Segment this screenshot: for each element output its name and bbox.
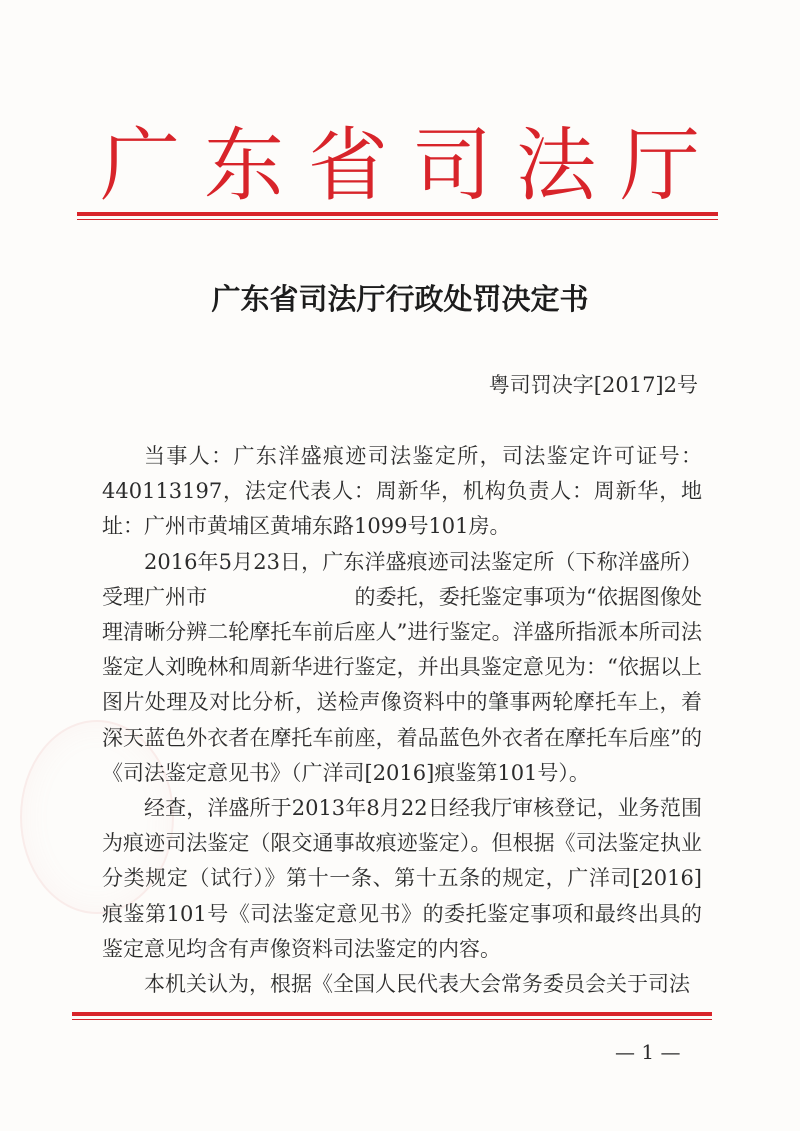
letterhead-org-name: 广东省司法厅 xyxy=(100,119,724,212)
letterhead-rule-thick xyxy=(77,212,718,216)
paragraph-parties: 当事人：广东洋盛痕迹司法鉴定所，司法鉴定许可证号：440113197，法定代表人：周新华，机构负责人：周新华，地址：广州市黄埔区黄埔东路1099号101房。 xyxy=(102,444,702,539)
paragraph-facts: 2016年5月23日，广东洋盛痕迹司法鉴定所（下称洋盛所）受理广州市 的委托，委托鉴定事项为“依据图像处理清晰分辨二轮摩托车前后座人”进行鉴定。洋盛所指派本所司法鉴定人刘晚林和周新华进行鉴定，并出具鉴定意见为：“依据以上图片处理及对比分析，送检声像资料中的肇事两轮摩托车上，着深天蓝色外衣者在摩托车前座，着品蓝色外衣者在摩托车后座”的《司法鉴定意见书》（广洋司[2016]痕鉴第101号）。 xyxy=(102,549,702,785)
footer-rule-thick xyxy=(72,1012,712,1016)
document-number: 粤司罚决字[2017]2号 xyxy=(488,373,698,397)
document-body xyxy=(102,439,702,1002)
paragraph-investigation: 经查，洋盛所于2013年8月22日经我厅审核登记，业务范围为痕迹司法鉴定（限交通事故痕迹鉴定）。但根据《司法鉴定执业分类规定（试行）》第十一条、第十五条的规定，广洋司[2016]痕鉴第101号《司法鉴定意见书》的委托鉴定事项和最终出具的鉴定意见均含有声像资料司法鉴定的内容。 xyxy=(102,796,702,961)
letterhead-rule-thin xyxy=(77,219,718,220)
footer-rule-thin xyxy=(72,1019,712,1020)
document-title: 广东省司法厅行政处罚决定书 xyxy=(211,282,589,316)
paragraph-opinion: 本机关认为，根据《全国人民代表大会常务委员会关于司法 xyxy=(144,972,690,997)
page-number: — 1 — xyxy=(615,1040,681,1064)
